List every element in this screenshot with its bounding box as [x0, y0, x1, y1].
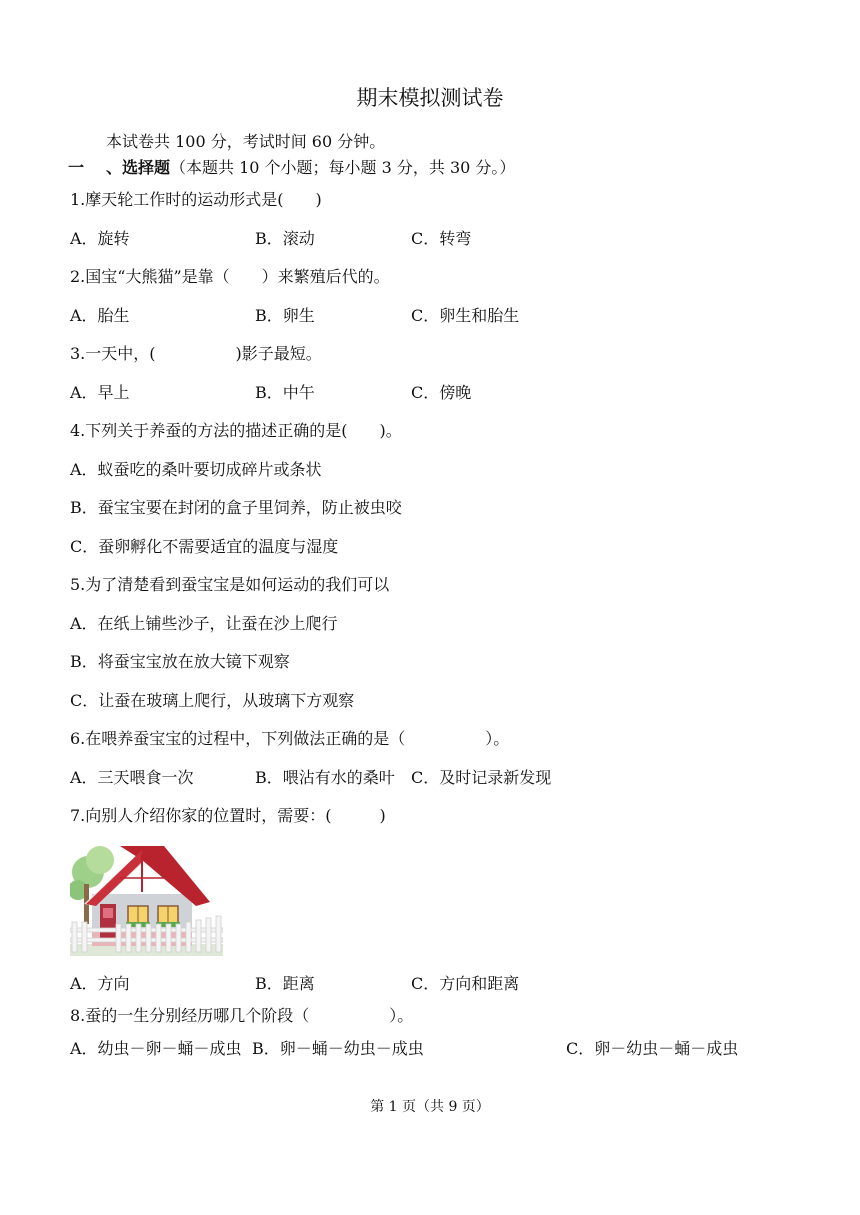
q6-option-a: A．三天喂食一次	[70, 768, 194, 787]
q8-option-a: A．幼虫－卵－蛹－成虫	[70, 1039, 242, 1058]
question-5: 5.为了清楚看到蚕宝宝是如何运动的我们可以	[70, 575, 390, 594]
question-2: 2.国宝“大熊猫”是靠（ ）来繁殖后代的。	[70, 267, 390, 286]
q5-option-a: A．在纸上铺些沙子，让蚕在沙上爬行	[70, 614, 338, 633]
q6-option-b: B．喂沾有水的桑叶	[255, 768, 395, 787]
q2-option-c: C．卵生和胎生	[411, 306, 520, 325]
q3-option-a: A．早上	[70, 383, 130, 402]
page-footer: 第 1 页（共 9 页）	[370, 1099, 490, 1115]
section-heading	[106, 157, 515, 179]
q2-option-a: A．胎生	[70, 306, 130, 325]
question-4: 4.下列关于养蚕的方法的描述正确的是( )。	[70, 421, 402, 440]
question-7: 7.向别人介绍你家的位置时，需要：( )	[70, 806, 386, 825]
q4-option-c: C．蚕卵孵化不需要适宜的温度与湿度	[70, 537, 339, 556]
q7-option-b: B．距离	[255, 974, 315, 993]
q3-option-b: B．中午	[255, 383, 315, 402]
q7-option-c: C．方向和距离	[411, 974, 520, 993]
question-1: 1.摩天轮工作时的运动形式是( )	[70, 190, 322, 209]
q1-option-c: C．转弯	[411, 229, 472, 248]
intro-text: 本试卷共 100 分，考试时间 60 分钟。	[106, 132, 386, 151]
q8-option-c: C．卵－幼虫－蛹－成虫	[566, 1039, 739, 1058]
q4-option-a: A．蚁蚕吃的桑叶要切成碎片或条状	[70, 460, 322, 479]
section-note: （本题共 10 个小题；每小题 3 分，共 30 分。）	[170, 158, 516, 177]
question-8: 8.蚕的一生分别经历哪几个阶段（ ）。	[70, 1006, 414, 1025]
page-title: 期末模拟测试卷	[356, 86, 504, 110]
q7-option-a: A．方向	[70, 974, 130, 993]
q5-option-b: B．将蚕宝宝放在放大镜下观察	[70, 652, 290, 671]
q5-option-c: C．让蚕在玻璃上爬行，从玻璃下方观察	[70, 691, 355, 710]
house-illustration	[70, 844, 223, 956]
q3-option-c: C．傍晚	[411, 383, 472, 402]
question-6: 6.在喂养蚕宝宝的过程中，下列做法正确的是（ ）。	[70, 729, 510, 748]
section-name: 、选择题	[106, 158, 171, 177]
q1-option-a: A．旋转	[70, 229, 130, 248]
q1-option-b: B．滚动	[255, 229, 315, 248]
q8-option-b: B．卵－蛹－幼虫－成虫	[252, 1039, 424, 1058]
q2-option-b: B．卵生	[255, 306, 315, 325]
q6-option-c: C．及时记录新发现	[411, 768, 552, 787]
q4-option-b: B．蚕宝宝要在封闭的盒子里饲养，防止被虫咬	[70, 498, 402, 517]
question-3: 3.一天中，( )影子最短。	[70, 344, 322, 363]
section-number: 一	[68, 158, 85, 177]
